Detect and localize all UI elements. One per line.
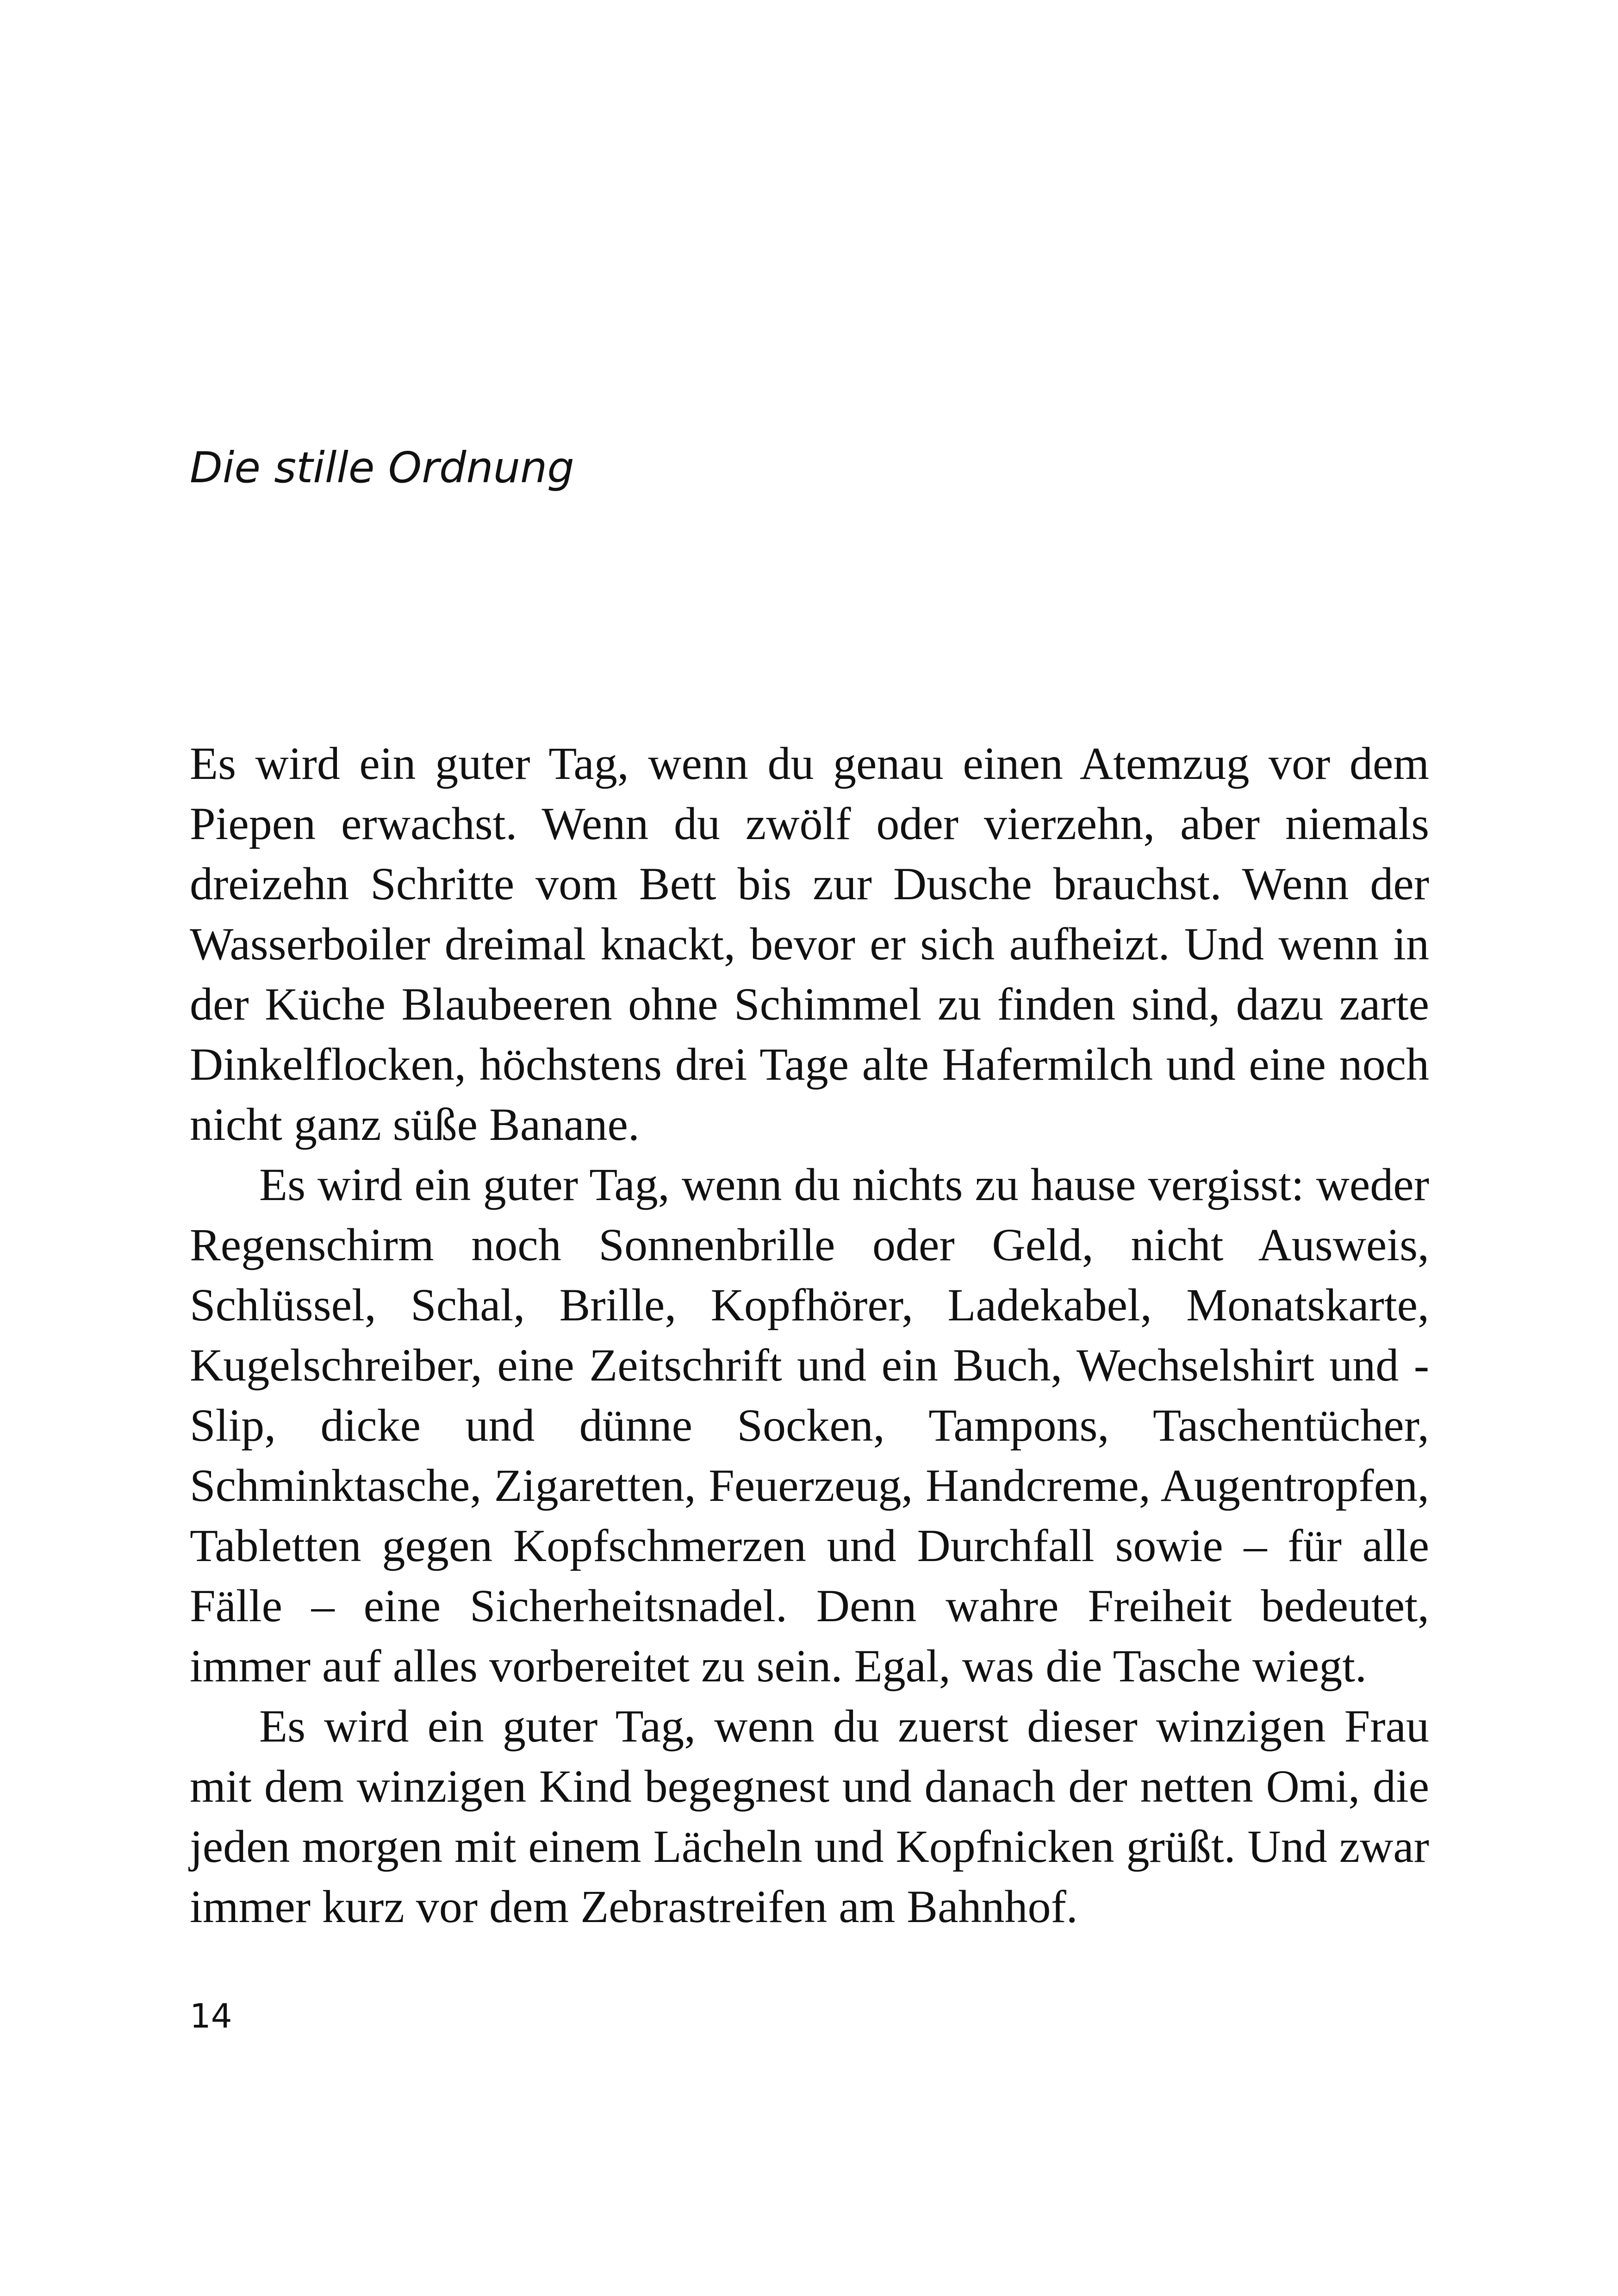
page-number: 14 <box>190 1997 232 2035</box>
paragraph: Es wird ein guter Tag, wenn du zuerst dieser winzigen Frau mit dem winzigen Kind begegnest und danach der netten Omi, die jeden morgen mit einem Lächeln und Kopfnicken grüßt. Und zwar immer kurz vor dem Zebrastreifen am Bahnhof. <box>190 1700 1429 1932</box>
paragraph: Es wird ein guter Tag, wenn du genau einen Atemzug vor dem Piepen erwachst. Wenn du zwölf oder vierzehn, aber niemals dreizehn Schritte vom Bett bis zur Dusche brauchst. Wenn der Wasserboiler dreimal knackt, bevor er sich aufheizt. Und wenn in der Küche Blaubeeren ohne Schimmel zu finden sind, dazu zarte Dinkelflocken, höchstens drei Tage alte Hafermilch und eine noch nicht ganz süße Banane. <box>190 738 1429 1150</box>
chapter-title: Die stille Ordnung <box>190 443 574 492</box>
chapter-body <box>190 734 1429 1937</box>
paragraph: Es wird ein guter Tag, wenn du nichts zu hause vergisst: weder Regenschirm noch Sonnenbrille oder Geld, nicht Ausweis, Schlüssel, Schal, Brille, Kopfhörer, Ladekabel, Monatskarte, Kugelschreiber, eine Zeitschrift und ein Buch, Wechselshirt und -Slip, dicke und dünne Socken, Tampons, Taschentücher, Schminktasche, Zigaretten, Feuerzeug, Handcreme, Augentropfen, Tabletten gegen Kopfschmerzen und Durchfall sowie – für alle Fälle – eine Sicherheitsnadel. Denn wahre Freiheit bedeutet, immer auf alles vorbereitet zu sein. Egal, was die Tasche wiegt. <box>190 1159 1429 1692</box>
